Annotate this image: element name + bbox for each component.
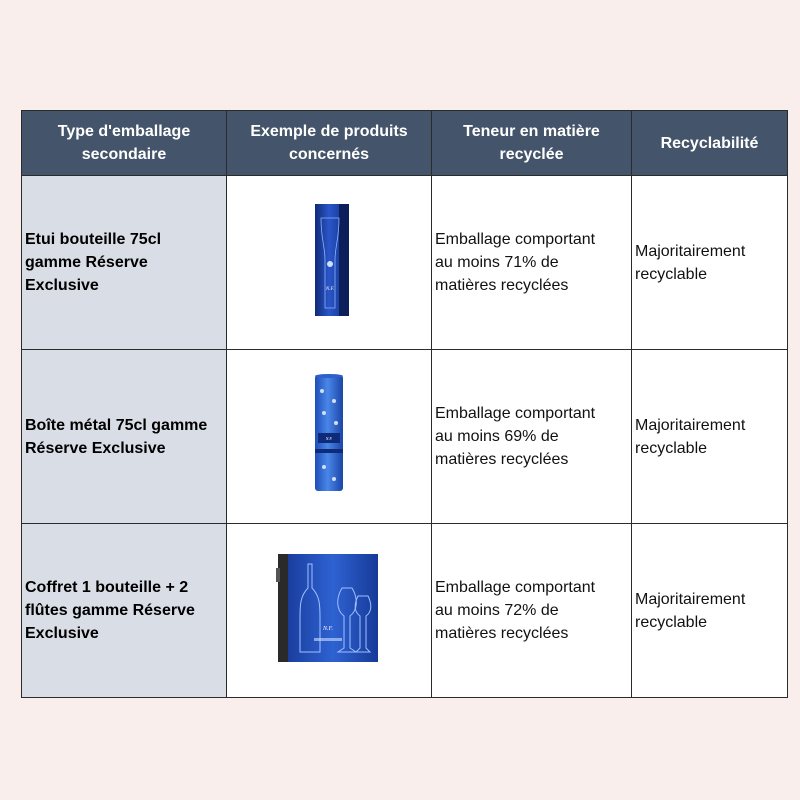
table-header-row <box>22 111 788 176</box>
header-recycled-content: Teneur en matière recyclée <box>432 111 632 176</box>
header-recyclability: Recyclabilité <box>632 111 788 176</box>
recyclability-cell: Majoritairement recyclable <box>632 524 788 698</box>
recyclability-cell: Majoritairement recyclable <box>632 350 788 524</box>
table-row <box>22 524 788 698</box>
packaging-type-cell: Coffret 1 bouteille + 2 flûtes gamme Réserve Exclusive <box>22 524 227 698</box>
svg-text:N.F.: N.F. <box>325 436 333 441</box>
recyclability-cell: Majoritairement recyclable <box>632 176 788 350</box>
recycled-content-cell: Emballage comportant au moins 71% de matières recyclées <box>432 176 632 350</box>
packaging-type-cell: Etui bouteille 75cl gamme Réserve Exclusive <box>22 176 227 350</box>
table-row <box>22 350 788 524</box>
recycled-content-cell: Emballage comportant au moins 72% de matières recyclées <box>432 524 632 698</box>
header-example: Exemple de produits concernés <box>227 111 432 176</box>
product-image-cell <box>227 524 432 698</box>
product-image-cell <box>227 350 432 524</box>
packaging-type-cell: Boîte métal 75cl gamme Réserve Exclusive <box>22 350 227 524</box>
recycled-content-cell: Emballage comportant au moins 69% de matières recyclées <box>432 350 632 524</box>
product-image-cell <box>227 176 432 350</box>
metal-tin-image <box>304 371 354 497</box>
svg-text:N.F.: N.F. <box>325 287 335 292</box>
table-row <box>22 176 788 350</box>
coffret-image <box>274 548 384 668</box>
header-type: Type d'emballage secondaire <box>22 111 227 176</box>
gift-box-image <box>299 200 359 320</box>
packaging-table <box>21 110 788 698</box>
svg-text:N.F.: N.F. <box>323 626 333 632</box>
